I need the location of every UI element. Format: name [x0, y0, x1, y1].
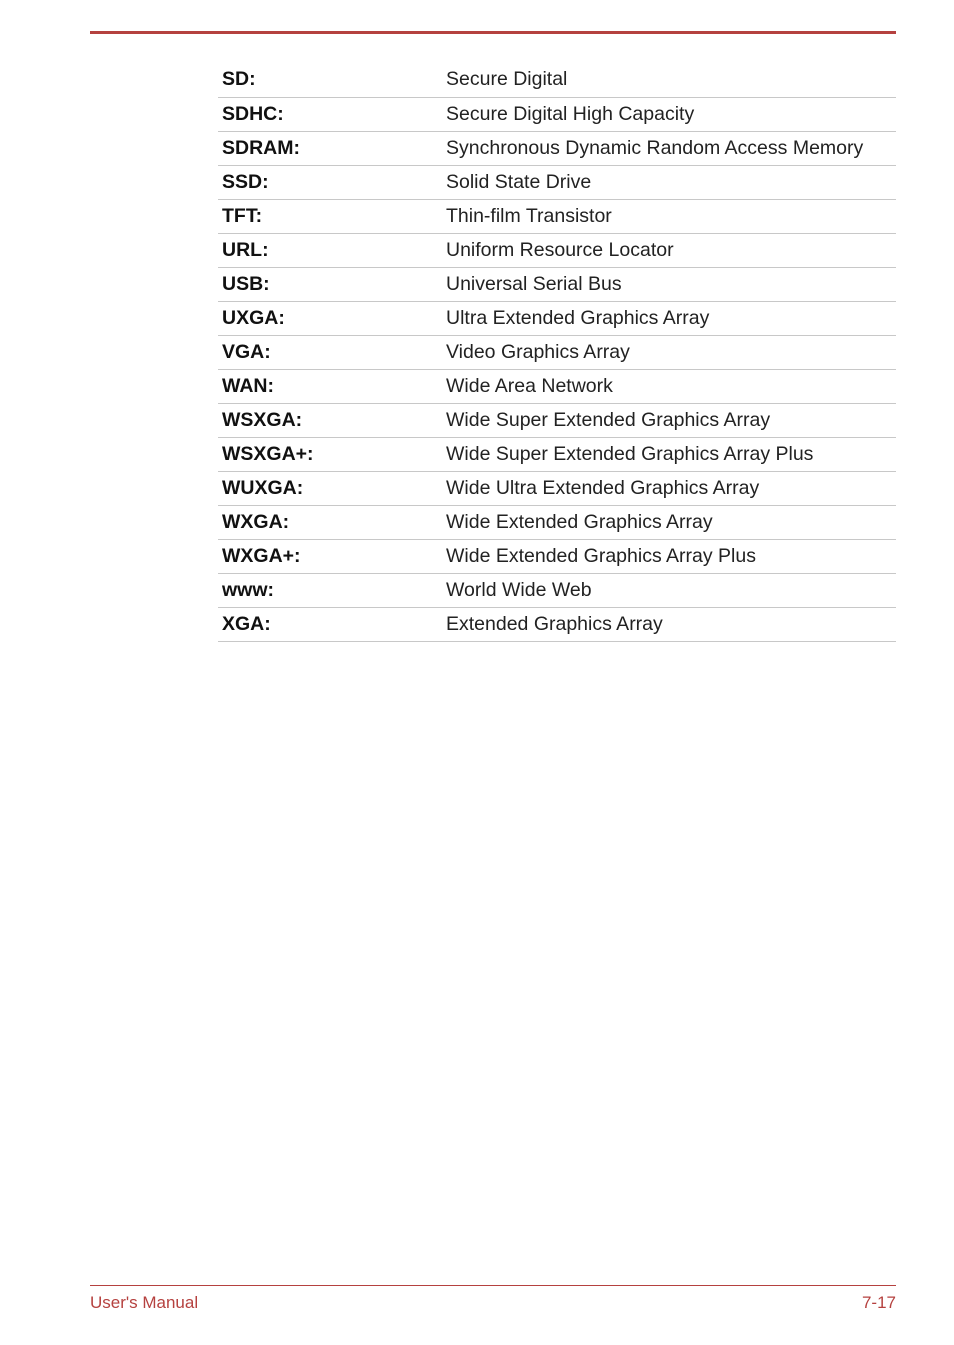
glossary-term: USB: [218, 268, 442, 302]
table-row [218, 200, 896, 234]
glossary-term: WAN: [218, 370, 442, 404]
footer-page-number: 7-17 [861, 1293, 896, 1312]
table-row [218, 166, 896, 200]
glossary-term: WXGA+: [218, 540, 442, 574]
glossary-definition: Video Graphics Array [442, 336, 896, 370]
table-row [218, 132, 896, 166]
glossary-definition: Thin-film Transistor [442, 200, 896, 234]
table-row [218, 268, 896, 302]
glossary-definition: World Wide Web [442, 574, 896, 608]
glossary-body [218, 62, 896, 642]
table-row [218, 574, 896, 608]
glossary-definition: Wide Ultra Extended Graphics Array [442, 472, 896, 506]
glossary-term: WXGA: [218, 506, 442, 540]
glossary-term: SD: [218, 62, 442, 98]
table-row [218, 404, 896, 438]
table-row [218, 370, 896, 404]
glossary-definition: Synchronous Dynamic Random Access Memory [442, 132, 896, 166]
glossary-table [218, 62, 896, 642]
glossary-term: WSXGA+: [218, 438, 442, 472]
glossary-term: UXGA: [218, 302, 442, 336]
glossary-term: XGA: [218, 608, 442, 642]
glossary-definition: Secure Digital High Capacity [442, 98, 896, 132]
glossary-definition: Ultra Extended Graphics Array [442, 302, 896, 336]
glossary-definition: Universal Serial Bus [442, 268, 896, 302]
glossary-term: SDRAM: [218, 132, 442, 166]
table-row [218, 608, 896, 642]
glossary-term: TFT: [218, 200, 442, 234]
glossary-term: SSD: [218, 166, 442, 200]
table-row [218, 98, 896, 132]
glossary-term: SDHC: [218, 98, 442, 132]
table-row [218, 506, 896, 540]
glossary-definition: Wide Super Extended Graphics Array [442, 404, 896, 438]
glossary-definition: Solid State Drive [442, 166, 896, 200]
glossary-definition: Secure Digital [442, 62, 896, 98]
footer-rule [90, 1285, 896, 1286]
table-row [218, 234, 896, 268]
glossary-term: WUXGA: [218, 472, 442, 506]
glossary-definition: Uniform Resource Locator [442, 234, 896, 268]
glossary-definition: Extended Graphics Array [442, 608, 896, 642]
glossary-definition: Wide Extended Graphics Array Plus [442, 540, 896, 574]
glossary-term: VGA: [218, 336, 442, 370]
glossary-term: www: [218, 574, 442, 608]
table-row [218, 438, 896, 472]
table-row [218, 540, 896, 574]
glossary-definition: Wide Extended Graphics Array [442, 506, 896, 540]
glossary-term: WSXGA: [218, 404, 442, 438]
table-row [218, 472, 896, 506]
table-row [218, 336, 896, 370]
header-rule [90, 31, 896, 34]
footer-manual-title: User's Manual [90, 1293, 199, 1312]
table-row [218, 302, 896, 336]
glossary-definition: Wide Super Extended Graphics Array Plus [442, 438, 896, 472]
table-row [218, 62, 896, 98]
glossary-definition: Wide Area Network [442, 370, 896, 404]
glossary-term: URL: [218, 234, 442, 268]
